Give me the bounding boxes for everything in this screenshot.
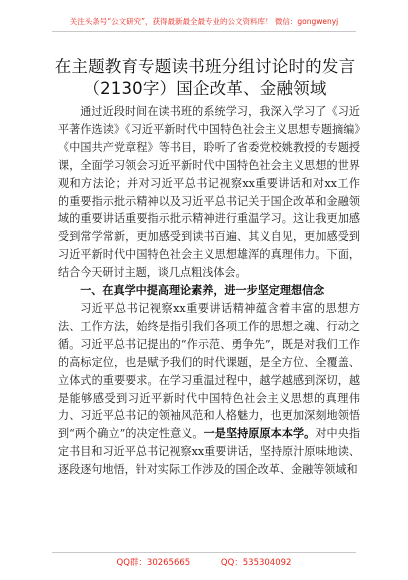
- section-heading-1: 一、在真学中提高理论素养，进一步坚定理想信念: [80, 284, 325, 298]
- header-banner: 关注头条号“公文研究”，获得最新最全最专业的公文资料库！ 微信：gongwenyj: [69, 17, 339, 26]
- paragraph-2-continuation: 对中央指定书目和习近平总书记视察xx重要讲话，坚持原汁原味地读、逐段逐句地悟，针对实际工作涉及的国企改革、金融等领域和: [58, 427, 360, 477]
- header-divider: [52, 31, 356, 32]
- footer: [0, 556, 408, 568]
- document-body: [58, 103, 360, 479]
- paragraph-2: [58, 300, 360, 479]
- paragraph-2-emphasis: 一是坚持原原本本学。: [203, 427, 316, 441]
- footer-divider: [52, 552, 356, 553]
- paragraph-1: 通过近段时间在读书班的系统学习，我深入学习了《习近平著作选读》《习近平新时代中国特色社会主义思想专题摘编》《中国共产党章程》等书目，聆听了省委党校姚教授的专题授课，全面学习领会习近平新时代中国特色社会主义思想的世界观和方法论；并对习近平总书记视察xx重要讲话和对xx工作的重要指示批示精神以及习近平总书记关于国企改革和金融领域的重要讲话重要指示批示精神进行重温学习。这让我更加感受到常学常新，更加感受到读书百遍、其义自见，更加感受到习近平新时代中国特色社会主义思想雄浑的真理伟力。下面，结合今天研讨主题，谈几点粗浅体会。: [58, 105, 360, 280]
- footer-qq: QQ：535304092: [220, 558, 292, 568]
- document-title: 在主题教育专题读书班分组讨论时的发言（2130字）国企改革、金融领域: [54, 57, 356, 98]
- footer-qq-group: QQ群：30265665: [116, 558, 191, 568]
- paragraph-2-text: 习近平总书记视察xx重要讲话精神蕴含着丰富的思想方法、工作方法，始终是指引我们各项工作的思想之魂、行动之循。习近平总书记提出的“作示范、勇争先”，既是对我们工作的高标定位，也是赋予我们的时代课题，是全方位、全覆盖、立体式的重要要求。在学习重温过程中，越学越感到深切，越是能够感受到习近平新时代中国特色社会主义思想的真理伟力、习近平总书记的领袖风范和人格魅力，也更加深刻地领悟到“两个确立”的决定性意义。: [58, 301, 360, 441]
